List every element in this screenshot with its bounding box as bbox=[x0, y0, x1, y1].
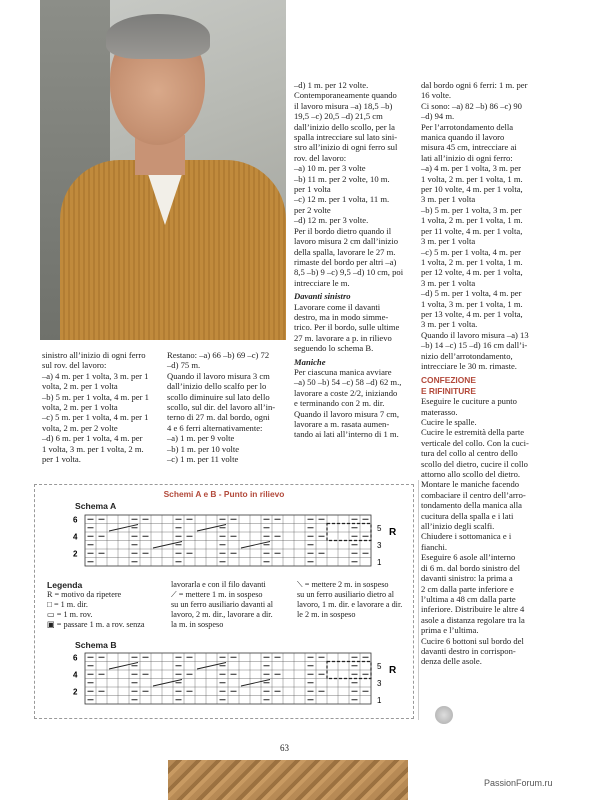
text-line: fianchi. bbox=[421, 541, 448, 552]
yarn-ball-icon bbox=[435, 706, 453, 724]
text-line: 27 m. lavorare a p. in rilievo bbox=[294, 332, 392, 343]
text-line: Quando il lavoro misura 3 cm bbox=[167, 370, 270, 381]
text-line: Cucire le spalle. bbox=[421, 417, 477, 427]
text-line: asole a distanza regolare tra la bbox=[421, 614, 525, 625]
text-line: ⟋ = mettere 1 m. in sospeso bbox=[171, 590, 263, 599]
text-line: –b) 5 m. per 1 volta, 4 m. per 1 bbox=[42, 391, 149, 402]
row-number-right: 5 bbox=[377, 662, 382, 671]
row-number-left: 4 bbox=[73, 532, 78, 542]
text-line: materasso. bbox=[421, 406, 458, 417]
text-line: Eseguire 6 asole all’interno bbox=[421, 552, 516, 563]
row-number-left: 2 bbox=[73, 549, 78, 559]
text-line: volta, 2 m. per 1 volta bbox=[42, 381, 118, 392]
text-line: 1 volta, 3 m. per 1 volta, 1 m. bbox=[421, 298, 523, 309]
text-line: Chiudere i sottomanica e i bbox=[421, 531, 512, 542]
text-line: –a) 50 –b) 54 –c) 58 –d) 62 m., bbox=[294, 377, 402, 388]
text-line: denza delle asole. bbox=[421, 656, 482, 667]
chart-box bbox=[34, 484, 414, 719]
text-line: –c) 12 m. per 1 volta, 11 m. bbox=[294, 194, 390, 205]
text-line: Ci sono: –a) 82 –b) 86 –c) 90 bbox=[421, 100, 522, 111]
text-line: lati all’inizio di ogni ferro: bbox=[421, 152, 513, 163]
row-number-left: 2 bbox=[73, 687, 78, 697]
text-line: 1 volta, 2 m. per 1 volta, 1 m. bbox=[421, 256, 523, 267]
text-line: –a) 10 m. per 3 volte bbox=[294, 163, 366, 174]
text-line: –c) 5 m. per 1 volta, 4 m. per bbox=[421, 246, 521, 257]
text-line: lavoro, 1 m. dir. e lavorare a dir. bbox=[297, 600, 403, 609]
text-line: lavoro, 2 m. dir., lavorare a dir. bbox=[171, 610, 273, 619]
text-line: per 12 volte, 4 m. per 1 volta, bbox=[421, 267, 523, 278]
text-line: rov. del lavoro: bbox=[294, 152, 347, 163]
text-line: –d) 6 m. per 1 volta, 4 m. per bbox=[42, 433, 143, 444]
text-line: lavoro misura 2 cm dall’inizio bbox=[294, 236, 399, 247]
text-line: terno di 27 m. dal bordo, ogni bbox=[167, 412, 270, 423]
watermark: PassionForum.ru bbox=[484, 778, 553, 788]
text-line: combaciare il centro dell’arro- bbox=[421, 489, 526, 500]
text-line: davanti sinistro: la prima a bbox=[421, 573, 513, 584]
text-line: destro, ma in modo simme- bbox=[294, 311, 389, 322]
legend-col-2 bbox=[171, 580, 296, 630]
text-line: 1 volta, 2 m. per 1 volta, 1 m. bbox=[421, 173, 523, 184]
text-line: ▣ = passare 1 m. a rov. senza bbox=[47, 620, 145, 629]
text-line: ⟍ = mettere 2 m. in sospeso bbox=[297, 580, 389, 589]
legend-title: Legenda bbox=[47, 580, 83, 590]
text-line: su un ferro ausiliario davanti al bbox=[171, 600, 274, 609]
text-line: per 2 volte bbox=[294, 204, 331, 215]
text-line: scollo, sul dir. del lavoro all’in- bbox=[167, 402, 276, 413]
text-line: prima e l’ultima. bbox=[421, 625, 479, 636]
text-line: lavorare a coste 2/2, iniziando bbox=[294, 387, 398, 398]
text-line: nizio dell’arrotondamento, bbox=[421, 350, 513, 361]
text-line: Quando il lavoro misura –a) 13 bbox=[421, 329, 529, 340]
text-line: –b) 5 m. per 1 volta, 3 m. per bbox=[421, 204, 522, 215]
text-line: Per ciascuna manica avviare bbox=[294, 366, 392, 377]
text-line: seguendo lo schema B. bbox=[294, 343, 374, 354]
text-line: spalla intrecciare sul lato sini- bbox=[294, 132, 398, 143]
text-line: –d) 94 m. bbox=[421, 111, 455, 122]
text-line: –b) 14 –c) 15 –d) 16 cm dall’i- bbox=[421, 340, 528, 351]
schema-b-label: Schema B bbox=[75, 640, 117, 650]
text-line: dall’inizio dello scollo, per la bbox=[294, 121, 395, 132]
row-number-right: 3 bbox=[377, 679, 382, 688]
heading-davanti-sinistro: Davanti sinistro bbox=[294, 291, 351, 302]
text-line: per 1 volta. bbox=[42, 454, 81, 465]
schema-a-label: Schema A bbox=[75, 501, 117, 511]
model-photo bbox=[40, 0, 286, 340]
text-line: Quando il lavoro misura 7 cm, bbox=[294, 408, 400, 419]
text-line: –a) 4 m. per 1 volta, 3 m. per bbox=[421, 163, 521, 174]
text-line: Restano: –a) 66 –b) 69 –c) 72 bbox=[167, 350, 270, 360]
text-line: Eseguire le cuciture a punto bbox=[421, 396, 517, 407]
text-line: –c) 5 m. per 1 volta, 4 m. per 1 bbox=[42, 412, 149, 423]
text-line: su un ferro ausiliario dietro al bbox=[297, 590, 395, 599]
text-line: Cucire 6 bottoni sul bordo del bbox=[421, 635, 524, 646]
schema-a-grid bbox=[43, 511, 403, 581]
text-line: intrecciare le 30 m. rimaste. bbox=[421, 360, 517, 371]
text-line: lavorarla e con il filo davanti bbox=[171, 580, 266, 589]
text-line: inferiore. Distribuire le altre 4 bbox=[421, 604, 525, 615]
text-line: 4 e 6 ferri alternativamente: bbox=[167, 422, 263, 433]
text-line: manica quando il lavoro bbox=[421, 132, 505, 143]
column-1 bbox=[42, 350, 162, 464]
text-line: Per l’arrotondamento della bbox=[421, 121, 514, 132]
text-line: 16 volte. bbox=[421, 90, 452, 101]
photo-hair bbox=[106, 14, 210, 59]
text-line: scollo del dietro, cucire il collo bbox=[421, 458, 528, 469]
text-line: per 1 volta bbox=[294, 184, 331, 195]
text-line: davanti destro in corrispon- bbox=[421, 645, 516, 656]
repeat-label: R bbox=[389, 527, 397, 538]
text-line: 3 m. per 1 volta bbox=[421, 194, 476, 205]
text-line: scollo diminuire sul lato dello bbox=[167, 391, 270, 402]
column-3 bbox=[294, 80, 414, 440]
heading-rifiniture: E RIFINITURE bbox=[421, 385, 476, 396]
text-line: per 10 volte, 4 m. per 1 volta, bbox=[421, 184, 523, 195]
text-line: cucitura della spalla e i lati bbox=[421, 510, 514, 521]
heading-confezione: CONFEZIONE bbox=[421, 375, 476, 386]
text-line: Montare le maniche facendo bbox=[421, 479, 520, 490]
row-number-right: 3 bbox=[377, 541, 382, 550]
text-line: 1 volta, 3 m. per 1 volta, 2 m. bbox=[42, 443, 144, 454]
text-line: –d) 1 m. per 12 volte. bbox=[294, 80, 369, 90]
row-number-left: 6 bbox=[73, 515, 78, 525]
text-line: –d) 5 m. per 1 volta, 4 m. per bbox=[421, 288, 522, 299]
text-line: ▭ = 1 m. rov. bbox=[47, 610, 93, 619]
text-line: il lavoro misura –a) 18,5 –b) bbox=[294, 100, 393, 111]
text-line: per 11 volte, 4 m. per 1 volta, bbox=[421, 225, 523, 236]
text-line: tando ai lati all’interno di 1 m. bbox=[294, 429, 399, 440]
text-line: lavorare a m. rasata aumen- bbox=[294, 419, 390, 429]
text-line: □ = 1 m. dir. bbox=[47, 600, 88, 609]
text-line: e terminando con 2 m. dir. bbox=[294, 398, 385, 409]
text-line: sinistro all’inizio di ogni ferro bbox=[42, 350, 146, 360]
text-line: –a) 4 m. per 1 volta, 3 m. per 1 bbox=[42, 370, 149, 381]
text-line: la m. in sospeso bbox=[171, 620, 224, 629]
text-line: –d) 12 m. per 3 volte. bbox=[294, 215, 369, 226]
text-line: misura 45 cm, intrecciare ai bbox=[421, 142, 517, 153]
text-line: Contemporaneamente quando bbox=[294, 90, 397, 101]
text-line: stro all’inizio di ogni ferro sul bbox=[294, 142, 398, 153]
row-number-right: 1 bbox=[377, 558, 382, 567]
text-line: 3 m. per 1 volta bbox=[421, 277, 476, 288]
text-line: per 13 volte, 4 m. per 1 volta, bbox=[421, 308, 523, 319]
page-number: 63 bbox=[280, 743, 289, 753]
text-line: Lavorare come il davanti bbox=[294, 301, 381, 312]
text-line: –b) 1 m. per 10 volte bbox=[167, 443, 240, 454]
column-2 bbox=[167, 350, 287, 464]
text-line: verticale del collo. Con la cuci- bbox=[421, 437, 529, 448]
text-line: –c) 1 m. per 11 volte bbox=[167, 454, 239, 465]
text-line: trico. Per il bordo, sulle ultime bbox=[294, 322, 400, 333]
text-line: le 2 m. in sospeso bbox=[297, 610, 356, 619]
text-line: 19,5 –c) 20,5 –d) 21,5 cm bbox=[294, 111, 383, 122]
row-number-left: 6 bbox=[73, 653, 78, 663]
text-line: 2 cm dalla parte inferiore e bbox=[421, 583, 514, 594]
text-line: Cucire le estremità della parte bbox=[421, 427, 525, 438]
row-number-left: 4 bbox=[73, 670, 78, 680]
text-line: della spalla, lavorare le 27 m. bbox=[294, 246, 396, 257]
text-line: l’ultima a 48 cm dalla parte bbox=[421, 593, 516, 604]
text-line: 1 volta, 2 m. per 1 volta, 1 m. bbox=[421, 215, 523, 226]
schema-b-grid bbox=[43, 649, 403, 709]
row-number-right: 5 bbox=[377, 524, 382, 533]
heading-maniche: Maniche bbox=[294, 356, 326, 367]
text-line: –a) 1 m. per 9 volte bbox=[167, 433, 235, 444]
row-number-right: 1 bbox=[377, 696, 382, 705]
text-line: dal bordo ogni 6 ferri: 1 m. per bbox=[421, 80, 528, 90]
text-line: 8,5 –b) 9 –c) 9,5 –d) 10 cm, poi bbox=[294, 267, 404, 278]
text-line: R = motivo da ripetere bbox=[47, 590, 122, 599]
knit-texture-photo bbox=[168, 760, 408, 800]
text-line: –b) 11 m. per 2 volte, 10 m. bbox=[294, 173, 390, 184]
text-line: dall’inizio dello scalfo per lo bbox=[167, 381, 267, 392]
column-4 bbox=[421, 80, 546, 667]
chart-title: Schemi A e B - Punto in rilievo bbox=[163, 489, 285, 499]
text-line: attorno allo scollo del dietro. bbox=[421, 469, 521, 480]
text-line: sul rov. del lavoro: bbox=[42, 360, 107, 371]
text-line: intrecciare le m. bbox=[294, 277, 350, 288]
text-line: –d) 75 m. bbox=[167, 360, 201, 371]
column-divider bbox=[418, 480, 419, 720]
text-line: volta, 2 m. per 1 volta bbox=[42, 402, 118, 413]
legend-col-3 bbox=[297, 580, 409, 620]
text-line: 3 m. per 1 volta bbox=[421, 236, 476, 247]
text-line: Per il bordo dietro quando il bbox=[294, 225, 392, 236]
text-line: all’inizio degli scalfi. bbox=[421, 521, 495, 532]
text-line: tura del collo al centro dello bbox=[421, 448, 518, 459]
repeat-label: R bbox=[389, 665, 397, 676]
text-line: tondamento della manica alla bbox=[421, 500, 522, 511]
legend-col-1 bbox=[47, 580, 177, 630]
text-line: 3 m. per 1 volta. bbox=[421, 319, 478, 330]
text-line: di 6 m. dal bordo sinistro del bbox=[421, 562, 521, 573]
text-line: rimaste del bordo per altri –a) bbox=[294, 256, 397, 267]
text-line: volta, 2 m. per 2 volte bbox=[42, 422, 118, 433]
